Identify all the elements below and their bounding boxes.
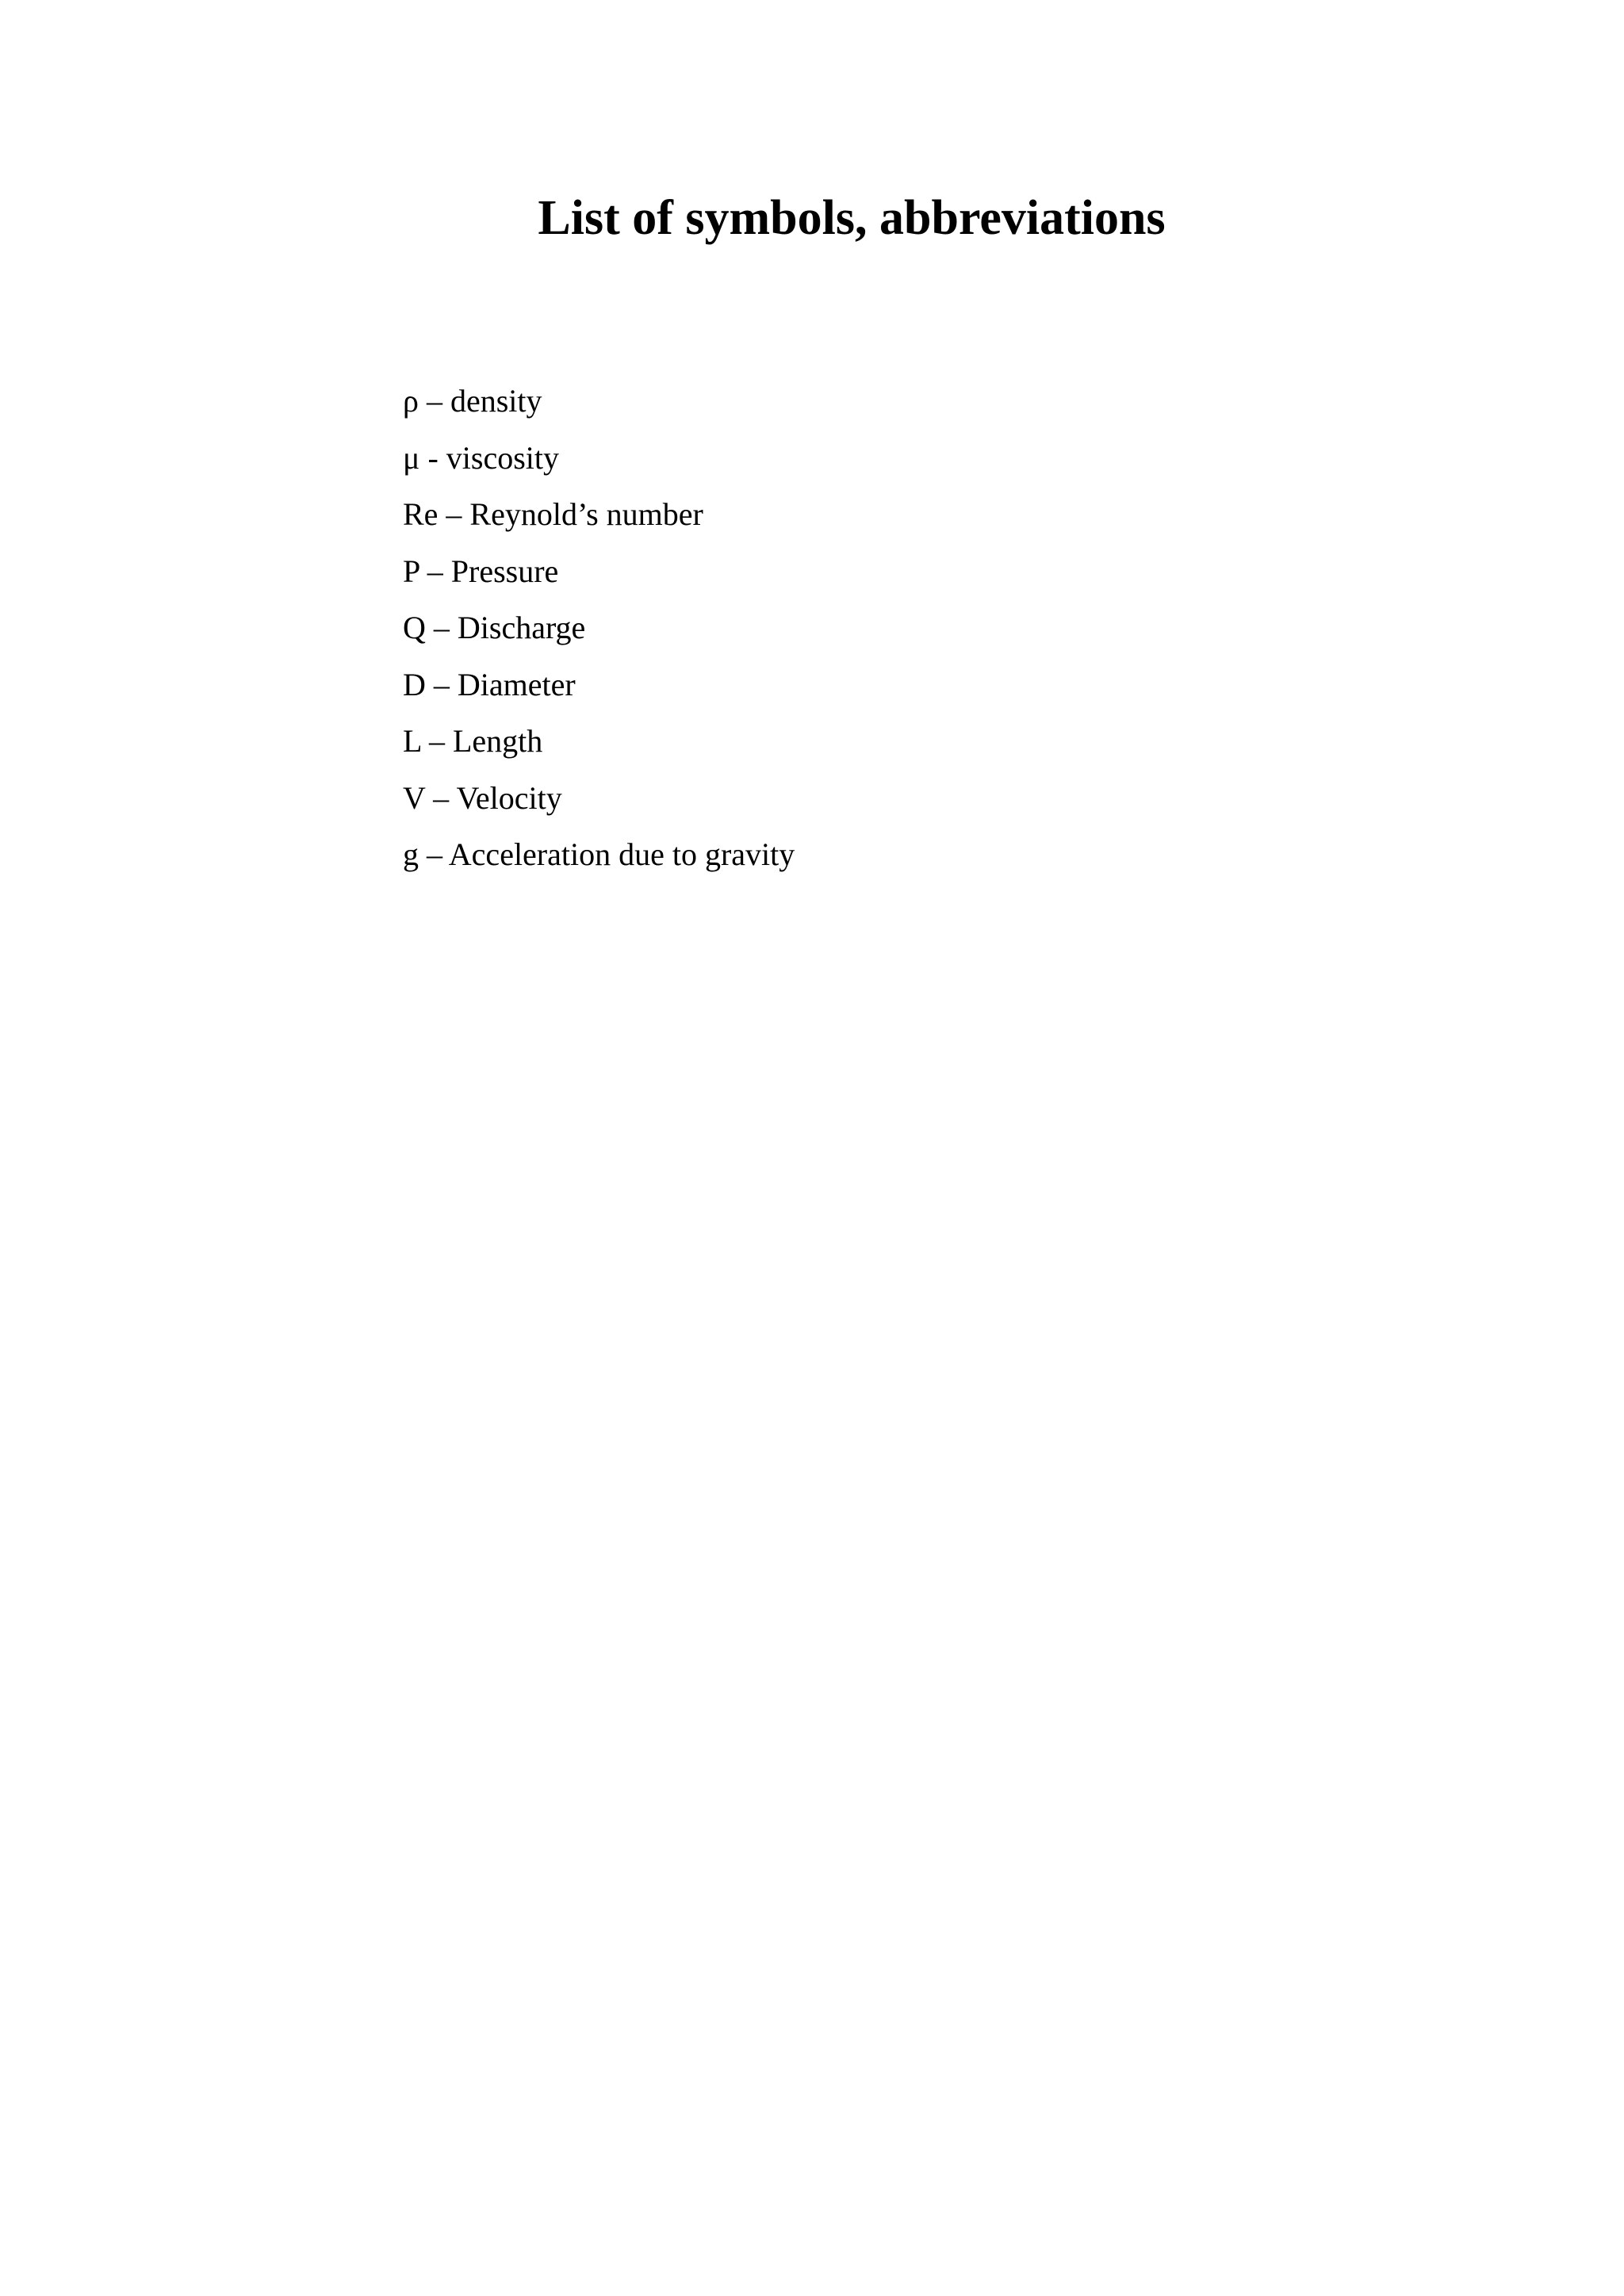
symbol-entry-length: L – Length <box>403 723 543 759</box>
symbol-entry-pressure: P – Pressure <box>403 553 559 589</box>
symbol-list <box>403 373 795 883</box>
symbol-entry-gravity: g – Acceleration due to gravity <box>403 836 795 872</box>
page-title: List of symbols, abbreviations <box>538 191 1166 245</box>
symbol-entry-reynolds-number: Re – Reynold’s number <box>403 496 703 532</box>
symbol-entry-viscosity: μ - viscosity <box>403 439 559 476</box>
symbol-entry-discharge: Q – Discharge <box>403 610 586 645</box>
symbol-entry-diameter: D – Diameter <box>403 666 576 702</box>
symbol-entry-density: ρ – density <box>403 383 542 419</box>
symbol-entry-velocity: V – Velocity <box>403 779 562 816</box>
